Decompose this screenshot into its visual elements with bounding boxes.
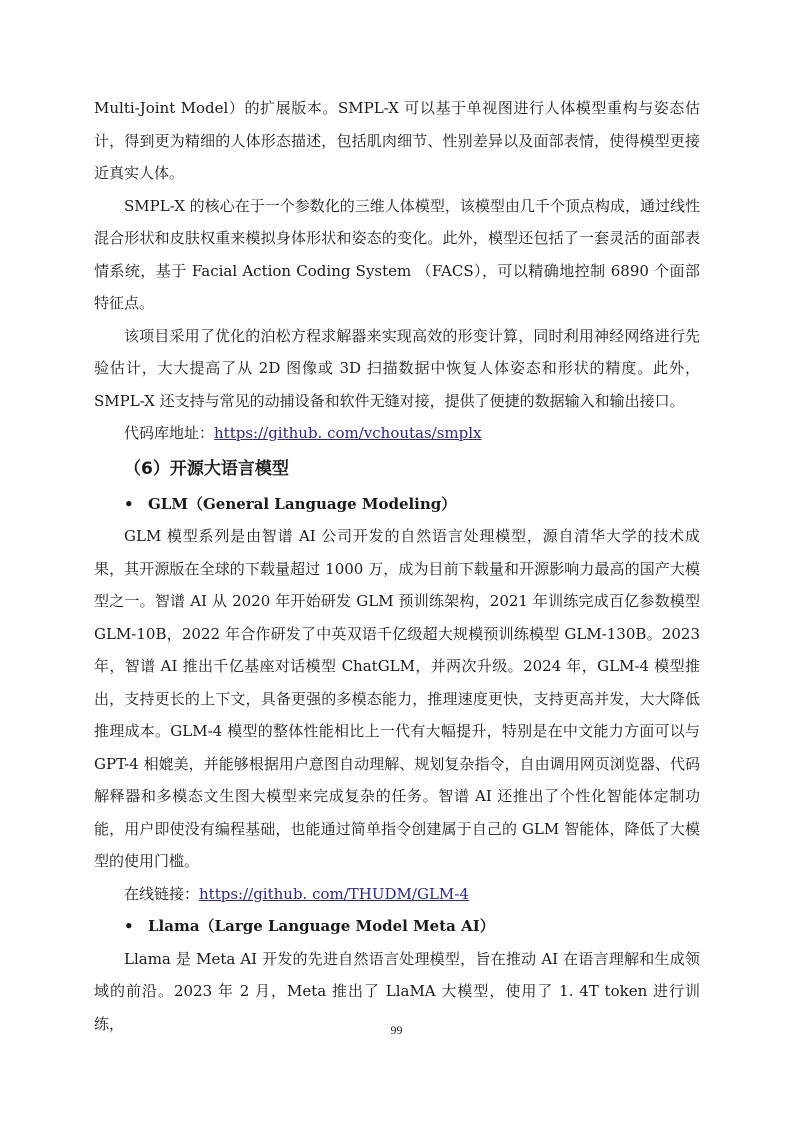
bullet-heading-llama <box>124 910 700 943</box>
paragraph-llama: Llama 是 Meta AI 开发的先进自然语言处理模型，旨在推动 AI 在语言理解和生成领域的前沿。2023 年 2 月，Meta 推出了 LlaMA 大模型，使用了 1. 4T token 进行训练， <box>94 949 700 1033</box>
online-link[interactable]: https://github. com/THUDM/GLM-4 <box>199 884 469 903</box>
page-content <box>94 92 700 1040</box>
bullet-heading-glm <box>124 488 700 521</box>
online-link-line <box>94 878 700 911</box>
repo-label: 代码库地址： <box>124 424 215 442</box>
paragraph-smplx-optimization: 该项目采用了优化的泊松方程求解器来实现高效的形变计算，同时利用神经网络进行先验估计，大大提高了从 2D 图像或 3D 扫描数据中恢复人体姿态和形状的精度。此外，SMPL-X 还支持与常见的动捕设备和软件无缝对接，提供了便捷的数据输入和输出接口。 <box>94 326 700 410</box>
paragraph-glm: GLM 模型系列是由智谱 AI 公司开发的自然语言处理模型，源自清华大学的技术成果，其开源版在全球的下载量超过 1000 万，成为目前下载量和开源影响力最高的国产大模型之一。智谱 AI 从 2020 年开始研发 GLM 预训练架构，2021 年训练完成百亿参数模型 GLM-10B，2022 年合作研发了中英双语千亿级超大规模预训练模型 GLM-130B。2023 年，智谱 AI 推出千亿基座对话模型 ChatGLM，并两次升级。2024 年，GLM-4 模型推出，支持更长的上下文，具备更强的多模态能力，推理速度更快，支持更高并发，大大降低推理成本。GLM-4 模型的整体性能相比上一代有大幅提升，特别是在中文能力方面可以与 GPT-4 相媲美，并能够根据用户意图自动理解、规划复杂指令，自由调用网页浏览器、代码解释器和多模态文生图大模型来完成复杂的任务。智谱 AI 还推出了个性化智能体定制功能，用户即使没有编程基础，也能通过简单指令创建属于自己的 GLM 智能体，降低了大模型的使用门槛。 <box>94 527 700 870</box>
repo-link-line <box>94 417 700 450</box>
paragraph-smplx-core: SMPL-X 的核心在于一个参数化的三维人体模型，该模型由几千个顶点构成，通过线性混合形状和皮肤权重来模拟身体形状和姿态的变化。此外，模型还包括了一套灵活的面部表情系统，基于 Facial Action Coding System （FACS），可以精确地控制 6890 个面部特征点。 <box>94 196 700 312</box>
bullet-glm-label: GLM（General Language Modeling） <box>148 494 457 513</box>
page-number: 99 <box>390 1023 403 1037</box>
section-heading: （6）开源大语言模型 <box>124 458 289 479</box>
bullet-icon: • <box>124 917 134 935</box>
repo-link[interactable]: https://github. com/vchoutas/smplx <box>214 424 482 442</box>
paragraph-smplx-intro-continued: Multi-Joint Model）的扩展版本。SMPL-X 可以基于单视图进行人体模型重构与姿态估计，得到更为精细的人体形态描述，包括肌肉细节、性别差异以及面部表情，使得模型更接近真实人体。 <box>94 99 700 182</box>
online-label: 在线链接： <box>124 884 200 903</box>
bullet-llama-label: Llama（Large Language Model Meta AI） <box>148 917 495 935</box>
bullet-icon: • <box>124 494 134 513</box>
